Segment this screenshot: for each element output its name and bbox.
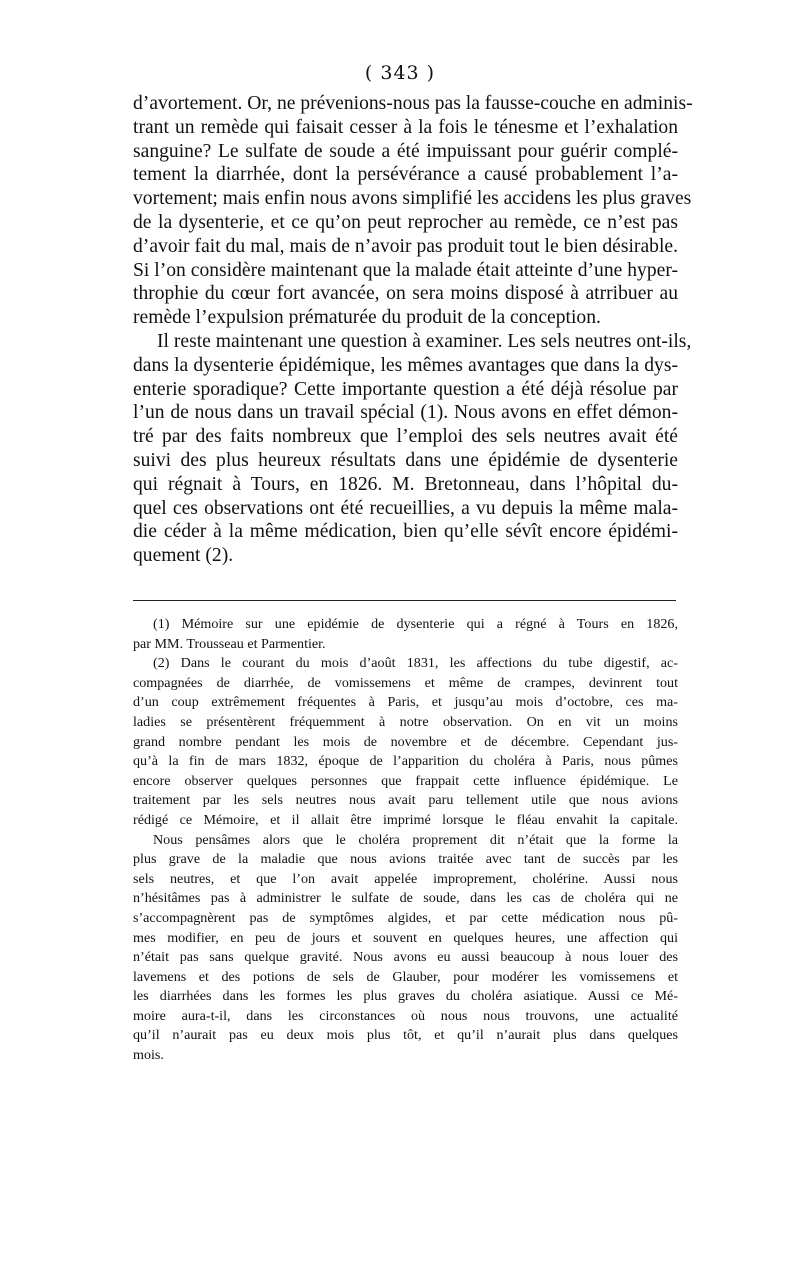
footnote-line: mes modifier, en peu de jours et souvent en quelques heures, une affection qui xyxy=(133,929,678,946)
body-text xyxy=(133,92,693,568)
body-line: qui régnait à Tours, en 1826. M. Bretonneau, dans l’hôpital du- xyxy=(133,473,678,495)
body-line: throphie du cœur fort avancée, on sera moins disposé à atrribuer au xyxy=(133,283,678,305)
body-line: dans la dysenterie épidémique, les mêmes avantages que dans la dys- xyxy=(133,354,678,376)
footnote-line: ladies se présentèrent fréquemment à notre observation. On en vit un moins xyxy=(133,713,678,730)
body-line: trant un remède qui faisait cesser à la fois le ténesme et l’exhalation xyxy=(133,116,678,138)
footnote-line: s’accompagnèrent pas de symptômes algides, et par cette médication nous pû- xyxy=(133,909,678,926)
footnote-line: qu’à la fin de mars 1832, époque de l’apparition du choléra à Paris, nous pûmes xyxy=(133,753,678,770)
footnote-line: qu’il n’aurait pas eu deux mois plus tôt, et qu’il n’aurait plus dans quelques xyxy=(133,1027,678,1044)
body-line: remède l’expulsion prématurée du produit de la conception. xyxy=(133,307,601,329)
body-line: quement (2). xyxy=(133,545,234,567)
footnote-line: grand nombre pendant les mois de novembre et de décembre. Cependant jus- xyxy=(133,733,678,750)
footnote-line: lavemens et des potions de sels de Glauber, pour modérer les vomissemens et xyxy=(133,968,678,985)
footnote-line: plus grave de la maladie que nous avions traitée avec tant de succès par les xyxy=(133,851,678,868)
footnotes xyxy=(133,615,678,1066)
footnote-line: les diarrhées dans les formes les plus graves du choléra asiatique. Aussi ce Mé- xyxy=(133,988,678,1005)
body-line: enterie sporadique? Cette importante question a été déjà résolue par xyxy=(133,378,678,400)
footnote-line: (2) Dans le courant du mois d’août 1831, les affections du tube digestif, ac- xyxy=(153,655,678,672)
footnote-line: rédigé ce Mémoire, et il allait être imprimé lorsque le fléau envahit la capitale. xyxy=(133,811,678,828)
body-line: l’un de nous dans un travail spécial (1). Nous avons en effet démon- xyxy=(133,402,678,424)
body-line: suivi des plus heureux résultats dans une épidémie de dysenterie xyxy=(133,449,678,471)
footnote-line: moire aura-t-il, dans les circonstances où nous nous trouvons, une actualité xyxy=(133,1007,678,1024)
body-line: Il reste maintenant une question à examiner. Les sels neutres ont-ils, xyxy=(157,330,692,352)
footnote-line: (1) Mémoire sur une epidémie de dysenterie qui a régné à Tours en 1826, xyxy=(153,616,678,632)
footnote-line: traitement par les sels neutres nous avait paru tellement utile que nous avions xyxy=(133,792,678,809)
footnote-line: encore observer quelques personnes que frappait cette influence épidémique. Le xyxy=(133,772,678,789)
footnote-divider xyxy=(133,600,676,601)
footnote-line: par MM. Trousseau et Parmentier. xyxy=(133,635,326,652)
footnote-line: d’un coup extrêmement fréquentes à Paris, et jusqu’au mois d’octobre, ces ma- xyxy=(133,694,678,711)
footnote-line: compagnées de diarrhée, de vomissemens et même de crampes, devinrent tout xyxy=(133,674,678,691)
footnote-line: n’hésitâmes pas à administrer le sulfate de soude, dans les cas de choléra qui ne xyxy=(133,890,678,907)
body-line: sanguine? Le sulfate de soude a été impuissant pour guérir complé- xyxy=(133,140,678,162)
body-line: Si l’on considère maintenant que la malade était atteinte d’une hyper- xyxy=(133,259,678,281)
body-line: de la dysenterie, et ce qu’on peut reprocher au remède, ce n’est pas xyxy=(133,211,678,233)
footnote-line: n’était pas sans quelque gravité. Nous avons eu aussi beaucoup à nous louer des xyxy=(133,949,678,966)
body-line: d’avortement. Or, ne prévenions-nous pas la fausse-couche en adminis- xyxy=(133,93,693,114)
body-line: die céder à la même médication, bien qu’elle sévît encore épidémi- xyxy=(133,521,678,543)
body-line: quel ces observations ont été recueillies, a vu depuis la même mala- xyxy=(133,497,678,519)
footnote-line: mois. xyxy=(133,1047,164,1064)
footnote-line: Nous pensâmes alors que le choléra proprement dit n’était que la forme la xyxy=(153,831,678,848)
body-line: vortement; mais enfin nous avons simplifié les accidens les plus graves xyxy=(133,188,692,210)
body-line: tré par des faits nombreux que l’emploi des sels neutres avait été xyxy=(133,426,678,448)
page-number: ( 343 ) xyxy=(364,62,436,84)
body-line: d’avoir fait du mal, mais de n’avoir pas produit tout le bien désirable. xyxy=(133,235,678,257)
body-line: tement la diarrhée, dont la persévérance a causé probablement l’a- xyxy=(133,164,678,186)
footnote-line: sels neutres, et que l’on avait appelée improprement, cholérine. Aussi nous xyxy=(133,870,678,887)
